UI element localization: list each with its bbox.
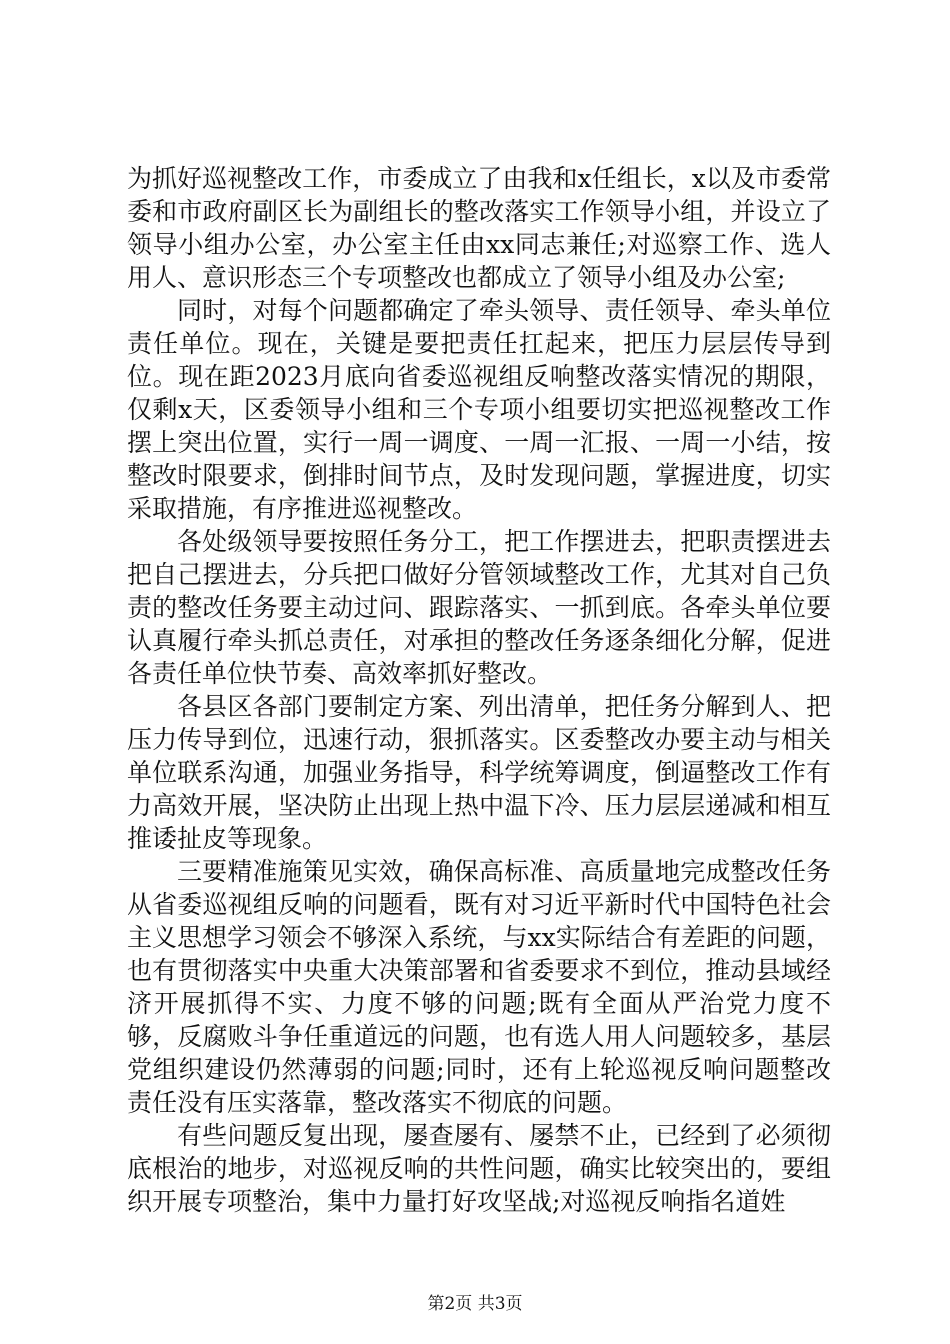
document-body [127, 162, 831, 1218]
paragraph-3: 各处级领导要按照任务分工，把工作摆进去，把职责摆进去把自己摆进去，分兵把口做好分管领域整改工作，尤其对自己负责的整改任务要主动过问、跟踪落实、一抓到底。各牵头单位要认真履行牵头抓总责任，对承担的整改任务逐条细化分解，促进各责任单位快节奏、高效率抓好整改。 [127, 527, 831, 688]
paragraph-6: 有些问题反复出现，屡查屡有、屡禁不止，已经到了必须彻底根治的地步，对巡视反响的共性问题，确实比较突出的，要组织开展专项整治，集中力量打好攻坚战;对巡视反响指名道姓 [127, 1121, 831, 1216]
paragraph-4: 各县区各部门要制定方案、列出清单，把任务分解到人、把压力传导到位，迅速行动，狠抓落实。区委整改办要主动与相关单位联系沟通，加强业务指导，科学统筹调度，倒逼整改工作有力高效开展，坚决防止出现上热中温下冷、压力层层递减和相互推诿扯皮等现象。 [127, 692, 831, 853]
paragraph-5: 三要精准施策见实效，确保高标准、高质量地完成整改任务从省委巡视组反响的问题看，既有对习近平新时代中国特色社会主义思想学习领会不够深入系统，与xx实际结合有差距的问题，也有贯彻落实中央重大决策部署和省委要求不到位，推动县域经济开展抓得不实、力度不够的问题;既有全面从严治党力度不够，反腐败斗争任重道远的问题，也有选人用人问题较多，基层党组织建设仍然薄弱的问题;同时，还有上轮巡视反响问题整改责任没有压实落靠，整改落实不彻底的问题。 [127, 857, 831, 1117]
paragraph-2: 同时，对每个问题都确定了牵头领导、责任领导、牵头单位责任单位。现在，关键是要把责任扛起来，把压力层层传导到位。现在距2023月底向省委巡视组反响整改落实情况的期限，仅剩x天，区委领导小组和三个专项小组要切实把巡视整改工作摆上突出位置，实行一周一调度、一周一汇报、一周一小结，按整改时限要求，倒排时间节点，及时发现问题，掌握进度，切实采取措施，有序推进巡视整改。 [127, 296, 831, 523]
paragraph-1: 为抓好巡视整改工作，市委成立了由我和x任组长，x以及市委常委和市政府副区长为副组长的整改落实工作领导小组，并设立了领导小组办公室，办公室主任由xx同志兼任;对巡察工作、选人用人、意识形态三个专项整改也都成立了领导小组及办公室; [127, 164, 831, 292]
page-number-footer: 第2页 共3页 [427, 1294, 523, 1314]
